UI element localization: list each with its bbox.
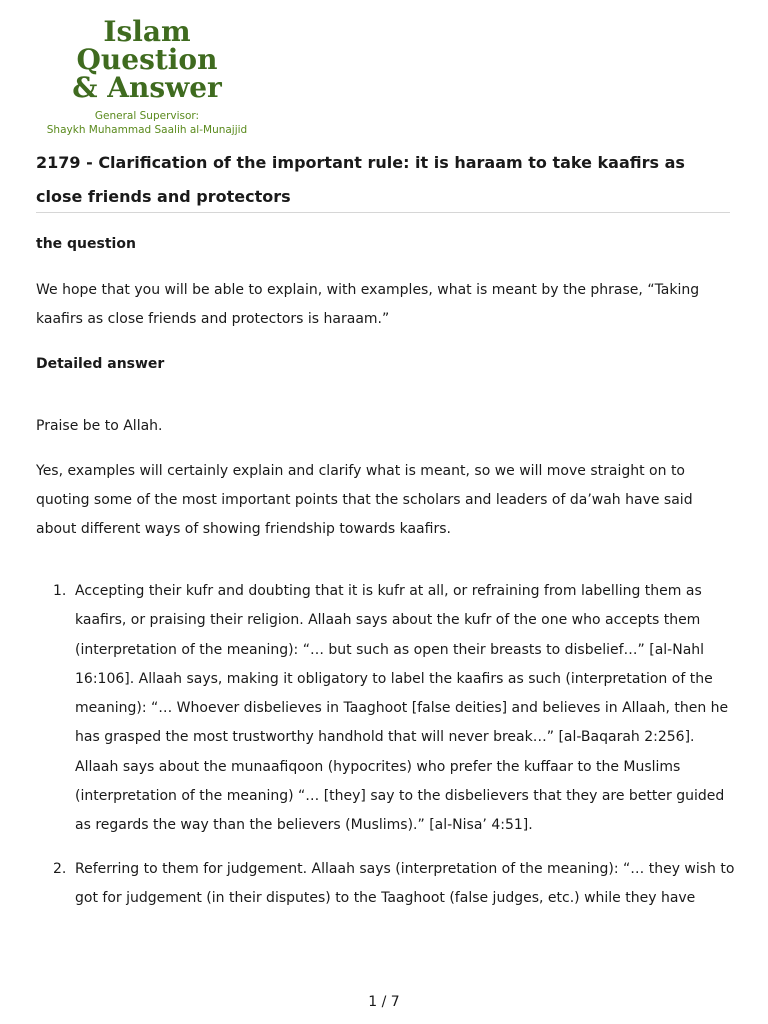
- article-title: 2179 - Clarification of the important rule: it is haraam to take kaafirs as close friends and protectors: [36, 153, 685, 206]
- question-heading: the question: [36, 236, 136, 252]
- logo-title-line2: & Answer: [72, 71, 222, 104]
- logo-supervisor-name: Shaykh Muhammad Saalih al-Munajjid: [46, 124, 248, 136]
- praise-text: Praise be to Allah.: [36, 418, 163, 434]
- list-item-text: Referring to them for judgement. Allaah says (interpretation of the meaning): “… they wish to got for judgement (in their disputes) to the Taaghoot (false judges, etc.) while they have: [75, 860, 735, 906]
- intro-paragraph: Yes, examples will certainly explain and clarify what is meant, so we will move straight on to quoting some of the most important points that the scholars and leaders of da’wah have said about different ways of showing friendship towards kaafirs.: [36, 463, 693, 537]
- points-list: [36, 577, 736, 913]
- page-number: 1 / 7: [368, 994, 400, 1010]
- answer-heading: Detailed answer: [36, 356, 165, 372]
- logo-supervisor-label: General Supervisor:: [94, 110, 200, 122]
- title-divider: [36, 212, 730, 213]
- list-item-number: 1.: [53, 583, 67, 599]
- list-item: [36, 855, 736, 914]
- list-item-text: Accepting their kufr and doubting that it is kufr at all, or refraining from labelling them as kaafirs, or praising their religion. Allaah says about the kufr of the one who accepts them (interpretation of the meaning): “… but such as open their breasts to disbelief…” [al-Nahl 16:106]. Allaah says, making it obligatory to label the kaafirs as such (interpretation of the meaning): “… Whoever disbelieves in Taaghoot [false deities] and believes in Allaah, then he has grasped the most trustworthy handhold that will never break…” [al-Baqarah 2:256]. Allaah says about the munaafiqoon (hypocrites) who prefer the kuffaar to the Muslims (interpretation of the meaning) “… [they] say to the disbelievers that they are better guided as regards the way than the believers (Muslims).” [al-Nisa’ 4:51].: [75, 583, 729, 834]
- list-item: [36, 577, 736, 841]
- logo-title-line1: Islam Question: [76, 15, 218, 76]
- site-logo[interactable]: [36, 15, 258, 137]
- list-item-number: 2.: [53, 860, 67, 877]
- question-text: We hope that you will be able to explain, with examples, what is meant by the phrase, “Taking kaafirs as close friends and protectors is haraam.”: [36, 282, 700, 327]
